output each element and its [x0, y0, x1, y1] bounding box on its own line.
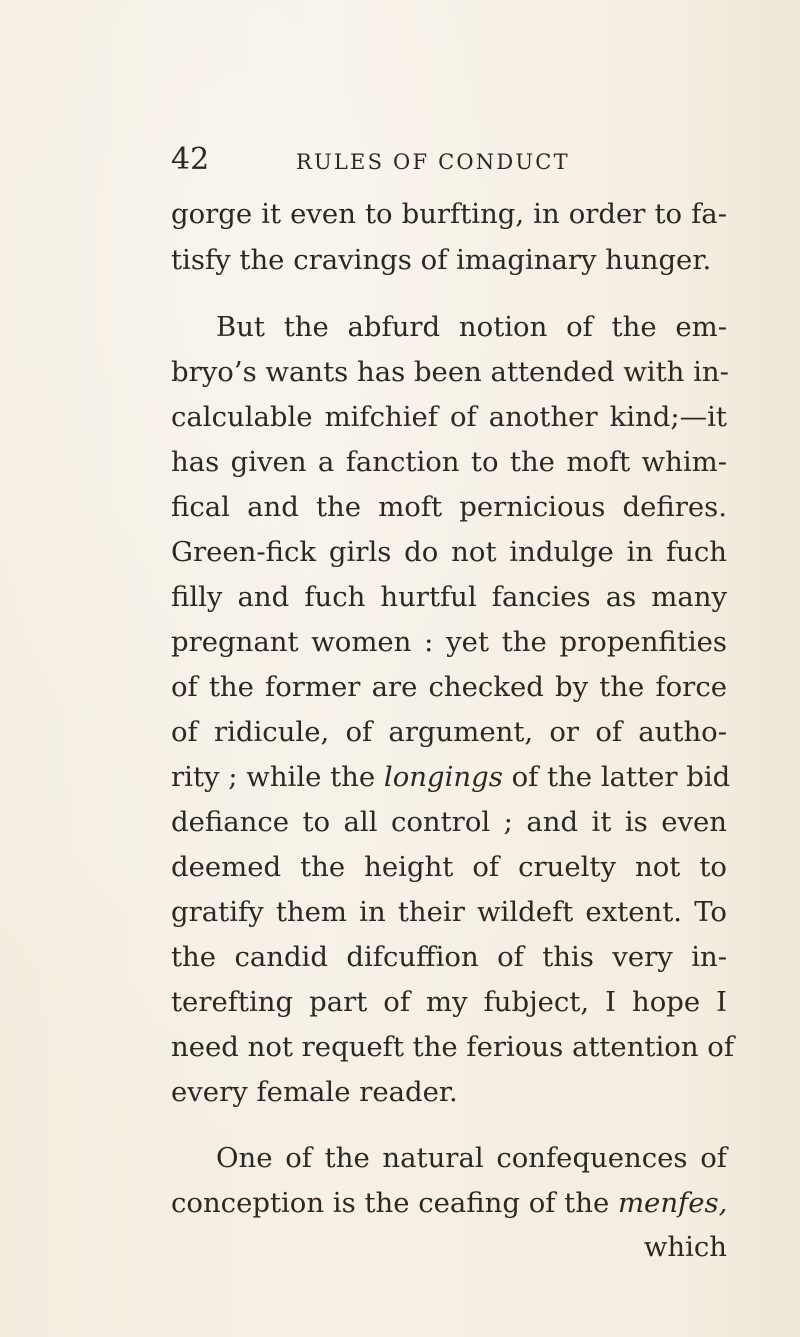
text-line: has given a fanction to the moft whim- — [171, 446, 727, 478]
text-line: gorge it even to burfting, in order to fa- — [171, 198, 727, 230]
text-line: fical and the moft pernicious defires. — [171, 491, 727, 523]
text-line: defiance to all control ; and it is even — [171, 806, 727, 838]
text-line: gratify them in their wildeft extent. To — [171, 896, 727, 928]
text-segment: rity ; while the — [171, 761, 376, 793]
italic-word: menfes, — [617, 1187, 728, 1219]
text-line: bryo’s wants has been attended with in- — [171, 356, 729, 388]
text-line: deemed the height of cruelty not to — [171, 851, 727, 883]
text-line: terefting part of my fubject, I hope I — [171, 986, 727, 1018]
text-segment: conception is the ceafing of the — [171, 1187, 610, 1219]
text-line: of ridicule, of argument, or of autho- — [171, 716, 727, 748]
page-header — [171, 140, 641, 180]
text-line: filly and fuch hurtful fancies as many — [171, 581, 727, 613]
text-line — [171, 1183, 727, 1223]
text-line: tisfy the cravings of imaginary hunger. — [171, 244, 712, 276]
text-line: of the former are checked by the force — [171, 671, 727, 703]
page-number: 42 — [171, 142, 210, 177]
text-line: every female reader. — [171, 1076, 458, 1108]
text-line: pregnant women : yet the propenfities — [171, 626, 727, 658]
text-line: One of the natural confequences of — [216, 1142, 727, 1174]
text-line: need not requeft the ferious attention of — [171, 1031, 735, 1063]
text-line: Green-fick girls do not indulge in fuch — [171, 536, 727, 568]
italic-word: longings — [383, 761, 503, 793]
text-line: But the abfurd notion of the em- — [216, 311, 727, 343]
text-line — [171, 757, 731, 797]
text-line: the candid difcuffion of this very in- — [171, 941, 727, 973]
text-line: calculable mifchief of another kind;—it — [171, 401, 727, 433]
running-title: RULES OF CONDUCT — [296, 150, 570, 174]
text-segment: of the latter bid — [511, 761, 731, 793]
catchword: which — [643, 1231, 727, 1263]
